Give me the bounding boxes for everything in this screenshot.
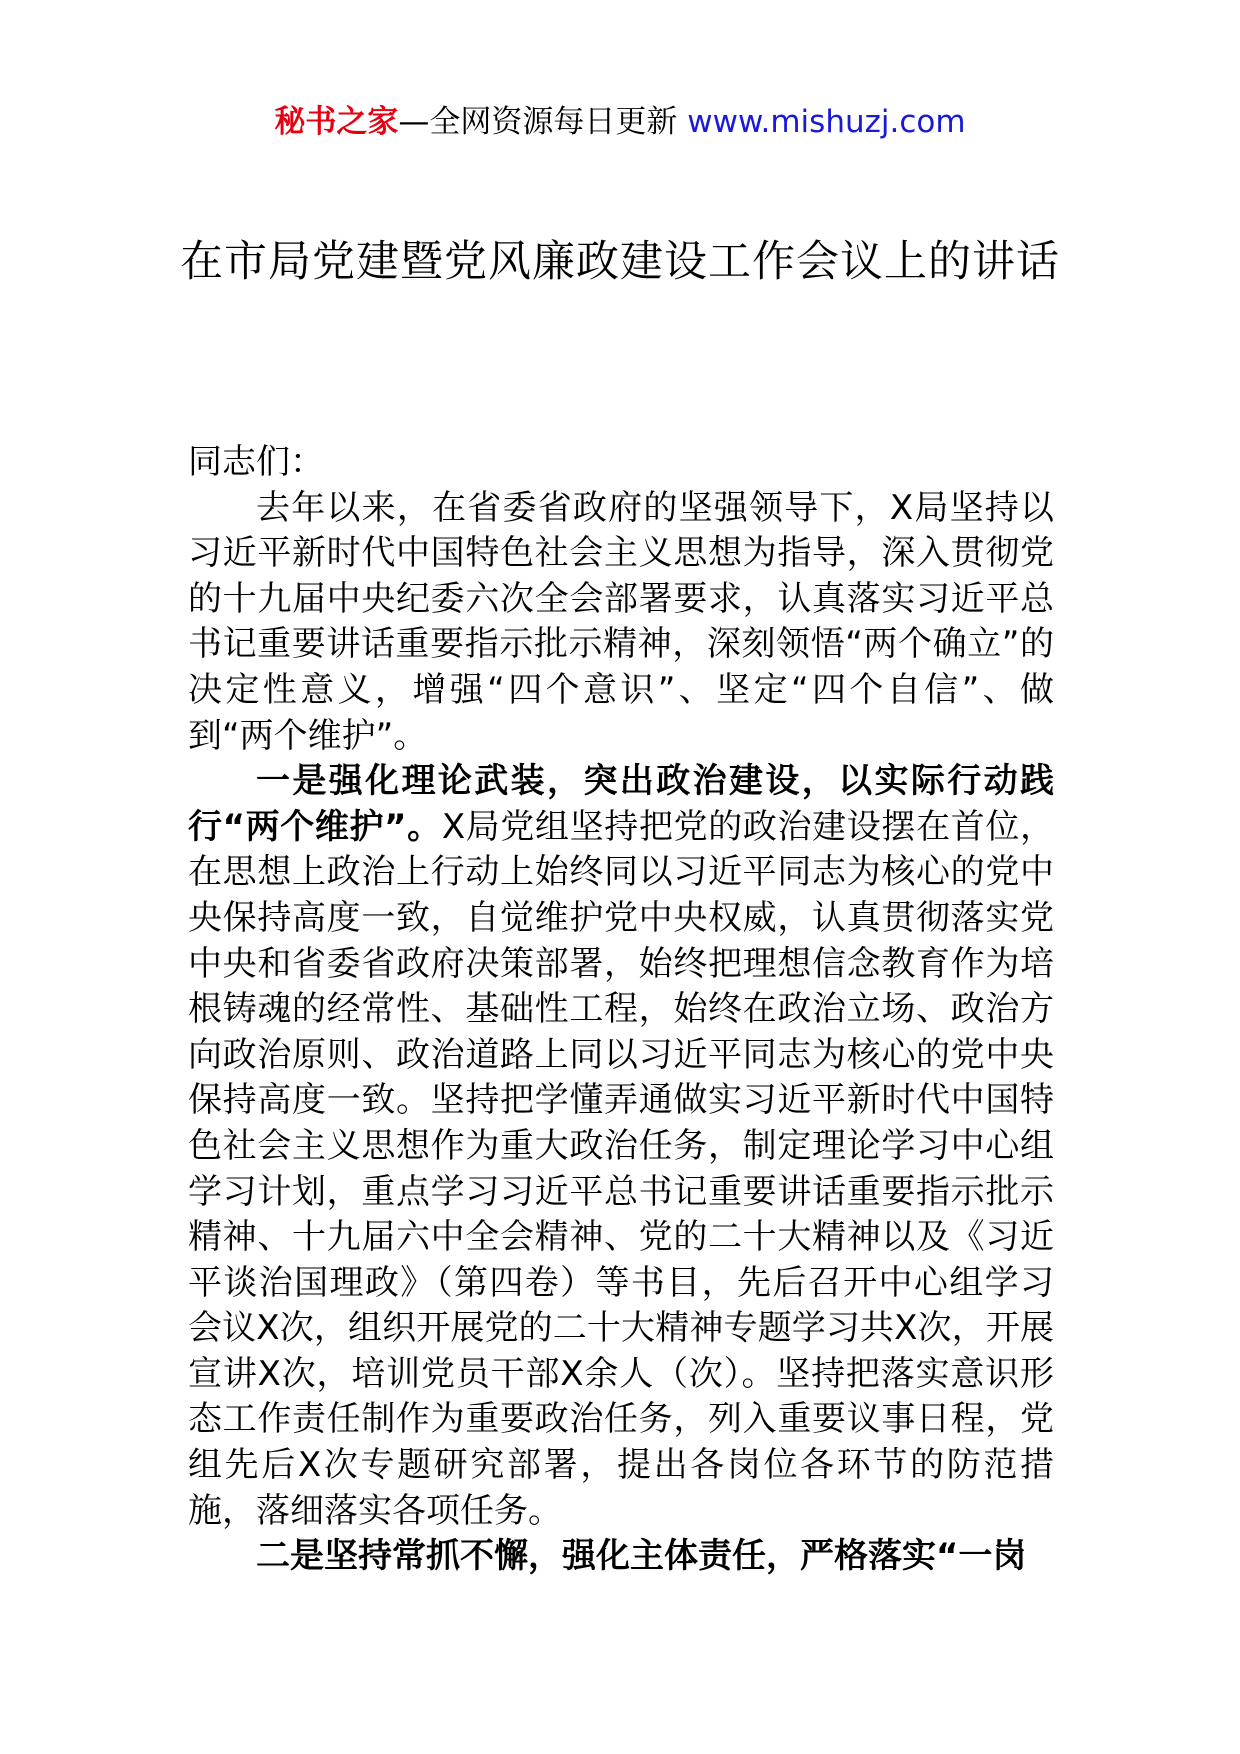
paragraph-section-2 (188, 1534, 1054, 1580)
site-tagline: —全网资源每日更新 (398, 104, 688, 140)
brand-name: 秘书之家 (274, 104, 399, 140)
document-body (188, 440, 1054, 1580)
paragraph-intro (188, 486, 1054, 760)
section-heading: 一是强化理论武装，突出政治建设，以实际行动践行“两个维护”。 (188, 761, 1054, 847)
document-title: 在市局党建暨党风廉政建设工作会议上的讲话 (180, 237, 1060, 287)
site-url-link[interactable]: www.mishuzj.com (687, 104, 966, 140)
paragraph-text: 去年以来，在省委省政府的坚强领导下，X局坚持以习近平新时代中国特色社会主义思想为指导，深入贯彻党的十九届中央纪委六次全会部署要求，认真落实习近平总书记重要讲话重要指示批示精神，深刻领悟“两个确立”的决定性意义，增强“四个意识”、坚定“四个自信”、做到“两个维护”。 (188, 487, 1054, 756)
paragraph-text: X局党组坚持把党的政治建设摆在首位，在思想上政治上行动上始终同以习近平同志为核心的党中央保持高度一致，自觉维护党中央权威，认真贯彻落实党中央和省委省政府决策部署，始终把理想信念教育作为培根铸魂的经常性、基础性工程，始终在政治立场、政治方向政治原则、政治道路上同以习近平同志为核心的党中央保持高度一致。坚持把学懂弄通做实习近平新时代中国特色社会主义思想作为重大政治任务，制定理论学习中心组学习计划，重点学习习近平总书记重要讲话重要指示批示精神、十九届六中全会精神、党的二十大精神以及《习近平谈治国理政》（第四卷）等书目，先后召开中心组学习会议X次，组织开展党的二十大精神专题学习共X次，开展宣讲X次，培训党员干部X余人（次）。坚持把落实意识形态工作责任制作为重要政治任务，列入重要议事日程，党组先后X次专题研究部署，提出各岗位各环节的防范措施，落细落实各项任务。 (188, 806, 1054, 1531)
salutation: 同志们： (188, 442, 324, 482)
paragraph-section-1 (188, 759, 1054, 1534)
section-heading: 二是坚持常抓不懈，强化主体责任，严格落实“一岗 (256, 1536, 1027, 1577)
site-header (0, 98, 1240, 146)
